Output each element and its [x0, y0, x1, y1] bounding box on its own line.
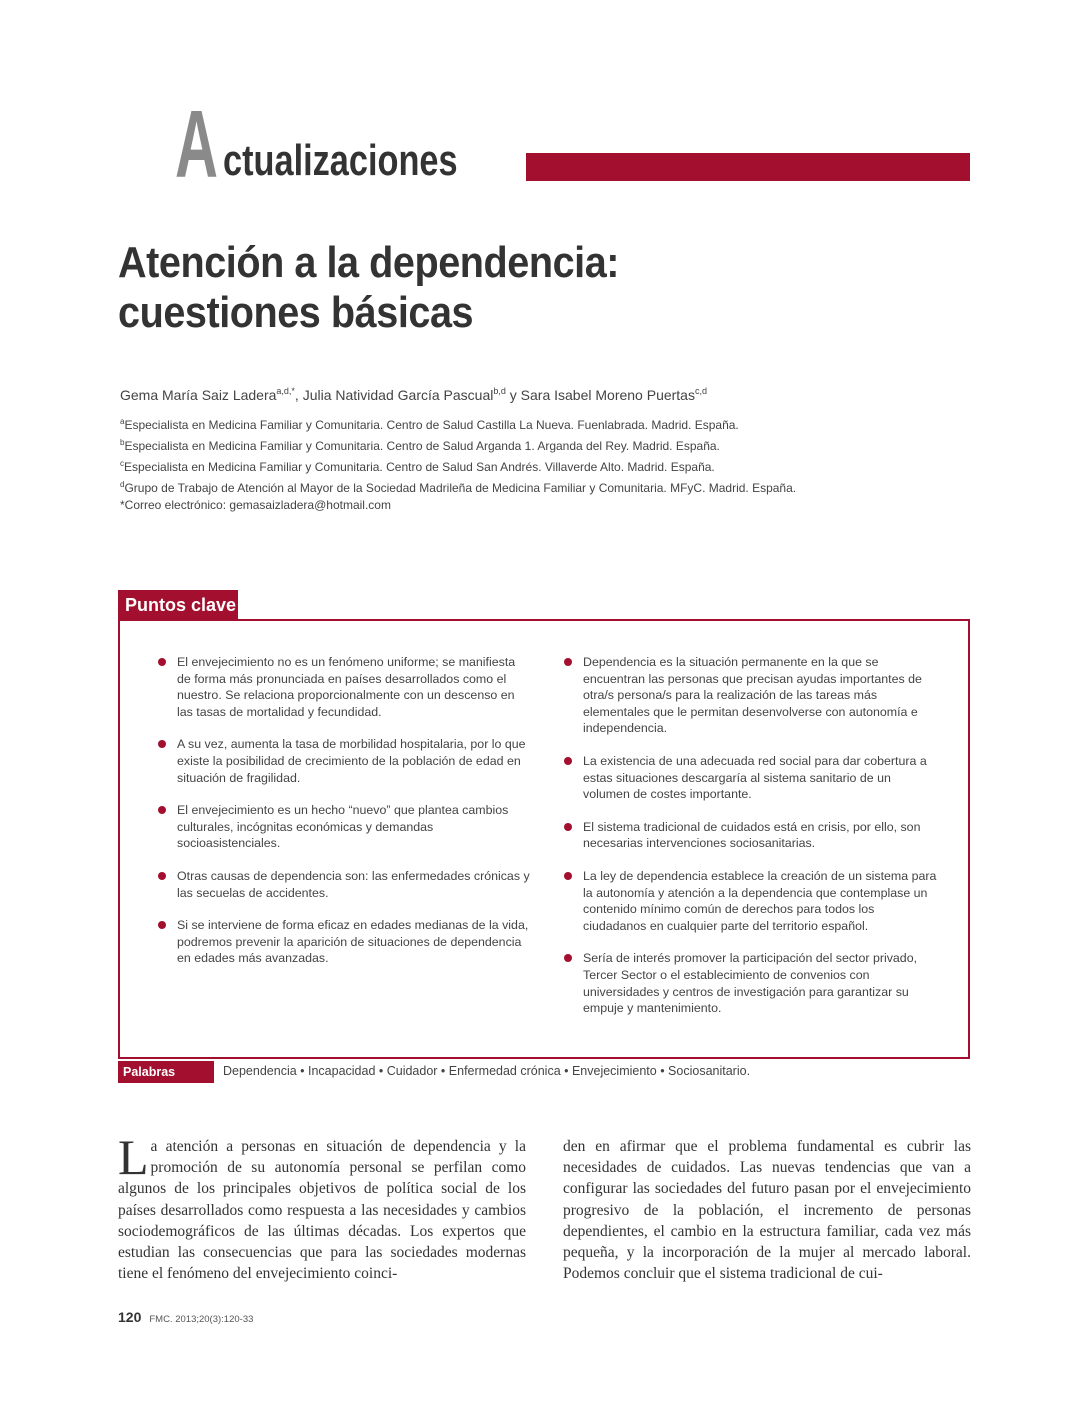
affiliation-marker: b [120, 438, 125, 447]
key-point-text: A su vez, aumenta la tasa de morbilidad hospitalaria, por lo que existe la posibilidad de crecimiento de la población de edad en situación de fragilidad. [177, 737, 526, 785]
bullet-icon [564, 757, 572, 765]
bullet-icon [158, 872, 166, 880]
email-link[interactable]: gemasaizladera@hotmail.com [229, 498, 391, 512]
section-title: ctualizaciones [223, 136, 458, 185]
key-points-right-column [562, 654, 937, 1033]
affiliation [120, 455, 796, 476]
key-point-text: La existencia de una adecuada red social para dar cobertura a estas situaciones descargaría al sistema sanitario de un volumen de costes importante. [583, 753, 927, 802]
key-point [562, 950, 937, 1016]
affiliation [120, 476, 796, 497]
affiliation-marker: d [120, 480, 125, 489]
key-point [562, 868, 937, 934]
drop-cap: L [118, 1129, 149, 1185]
author-name: Julia Natividad García Pascual [302, 387, 494, 403]
bullet-icon [158, 658, 166, 666]
affiliation-text: Especialista en Medicina Familiar y Comunitaria. Centro de Salud Arganda 1. Arganda del Rey. Madrid. España. [124, 439, 720, 453]
keywords-text: Dependencia • Incapacidad • Cuidador • Enfermedad crónica • Envejecimiento • Sociosanitario. [223, 1064, 751, 1078]
keywords-label: Palabras clave: [118, 1061, 214, 1083]
key-point [156, 868, 531, 901]
article-title-line2: cuestiones básicas [118, 288, 474, 337]
key-point-text: La ley de dependencia establece la creación de un sistema para la autonomía y atención a la dependencia que contemplase un contenido mínimo común de derechos para todos los ciudadanos en cualquier parte del territorio español. [583, 868, 937, 933]
affiliation-text: Grupo de Trabajo de Atención al Mayor de la Sociedad Madrileña de Medicina Familiar y Comunitaria. MFyC. Madrid. España. [124, 481, 797, 495]
affiliation-text: Especialista en Medicina Familiar y Comunitaria. Centro de Salud Castilla La Nueva. Fuenlabrada. Madrid. España. [124, 418, 739, 432]
page-footer [118, 1309, 253, 1327]
bullet-icon [564, 954, 572, 962]
author-separator: y [505, 387, 521, 403]
key-point-text: El sistema tradicional de cuidados está en crisis, por ello, son necesarias intervenciones sociosanitarias. [583, 819, 921, 851]
author-name: Gema María Saiz Ladera [120, 387, 277, 403]
bullet-icon [158, 740, 166, 748]
contact-email [120, 497, 796, 514]
key-point [562, 819, 937, 852]
body-text: a atención a personas en situación de dependencia y la promoción de su autonomía personal se perfilan como algunos de los principales objetivos de política social de los países desarrollados como respuesta a las necesidades y cambios sociodemográficos de las últimas décadas. Los expertos que estudian las consecuencias que para las sociedades modernas tiene el fenómeno del envejecimiento coinci- [118, 1138, 526, 1283]
key-point [156, 802, 531, 852]
key-point-text: Sería de interés promover la participación del sector privado, Tercer Sector o el establecimiento de convenios con universidades y centros de investigación para garantizar su empuje y mantenimiento. [583, 951, 918, 1016]
page-number: 120 [118, 1309, 142, 1325]
body-column-left [118, 1129, 526, 1284]
key-point-text: Dependencia es la situación permanente en la que se encuentran las personas que precisan ayudas importantes de otra/s persona/s para la realización de las tareas más elementales que le permitan desenvolverse con autonomía e independencia. [583, 655, 922, 736]
section-initial: A [175, 91, 218, 198]
author-list [120, 386, 707, 403]
journal-citation: FMC. 2013;20(3):120-33 [149, 1314, 254, 1325]
key-point [562, 753, 937, 803]
key-point-text: El envejecimiento es un hecho “nuevo” que plantea cambios culturales, incógnitas económicas y demandas socioasistenciales. [177, 803, 509, 851]
section-accent-bar [526, 153, 970, 181]
affiliation-text: Especialista en Medicina Familiar y Comunitaria. Centro de Salud San Andrés. Villaverde Alto. Madrid. España. [124, 460, 715, 474]
key-point [156, 736, 531, 786]
key-point [156, 917, 531, 967]
bullet-icon [158, 806, 166, 814]
key-points-box [118, 619, 970, 1059]
bullet-icon [564, 658, 572, 666]
author-affil-marker: a,d,* [276, 386, 295, 396]
key-points-title: Puntos clave [118, 590, 238, 620]
key-point-text: El envejecimiento no es un fenómeno uniforme; se manifiesta de forma más pronunciada en países desarrollados como el nuestro. Se relaciona proporcionalmente con un descenso en las tasas de mortalidad y fecundidad. [177, 655, 516, 719]
affiliation [120, 413, 796, 434]
key-points-left-column [156, 654, 531, 983]
author-affil-marker: b,d [493, 386, 506, 396]
author-name: Sara Isabel Moreno Puertas [520, 387, 695, 403]
affiliation [120, 434, 796, 455]
key-point [562, 654, 937, 737]
key-point-text: Otras causas de dependencia son: las enfermedades crónicas y las secuelas de accidentes. [177, 868, 530, 900]
article-title-line1: Atención a la dependencia: [118, 238, 620, 287]
key-point [156, 654, 531, 720]
author-affil-marker: c,d [694, 386, 707, 396]
body-column-right: den en afirmar que el problema fundamental es cubrir las necesidades de cuidados. Las nuevas tendencias que van a configurar las sociedades del futuro pasan por el envejecimiento progresivo de la población, el incremento de personas dependientes, el cambio en la estructura familiar, cada vez más pequeña, y la incorporación de la mujer al mercado laboral. Podemos concluir que el sistema tradicional de cui- [563, 1138, 971, 1283]
article-title [118, 238, 892, 338]
affiliation-marker: c [120, 459, 124, 468]
affiliation-marker: a [120, 417, 125, 426]
bullet-icon [564, 823, 572, 831]
email-label: *Correo electrónico: [120, 498, 230, 512]
bullet-icon [158, 921, 166, 929]
author-separator: , [294, 387, 303, 403]
bullet-icon [564, 872, 572, 880]
key-point-text: Si se interviene de forma eficaz en edades medianas de la vida, podremos prevenir la aparición de situaciones de dependencia en edades más avanzadas. [177, 918, 529, 966]
affiliation-list [120, 413, 796, 514]
